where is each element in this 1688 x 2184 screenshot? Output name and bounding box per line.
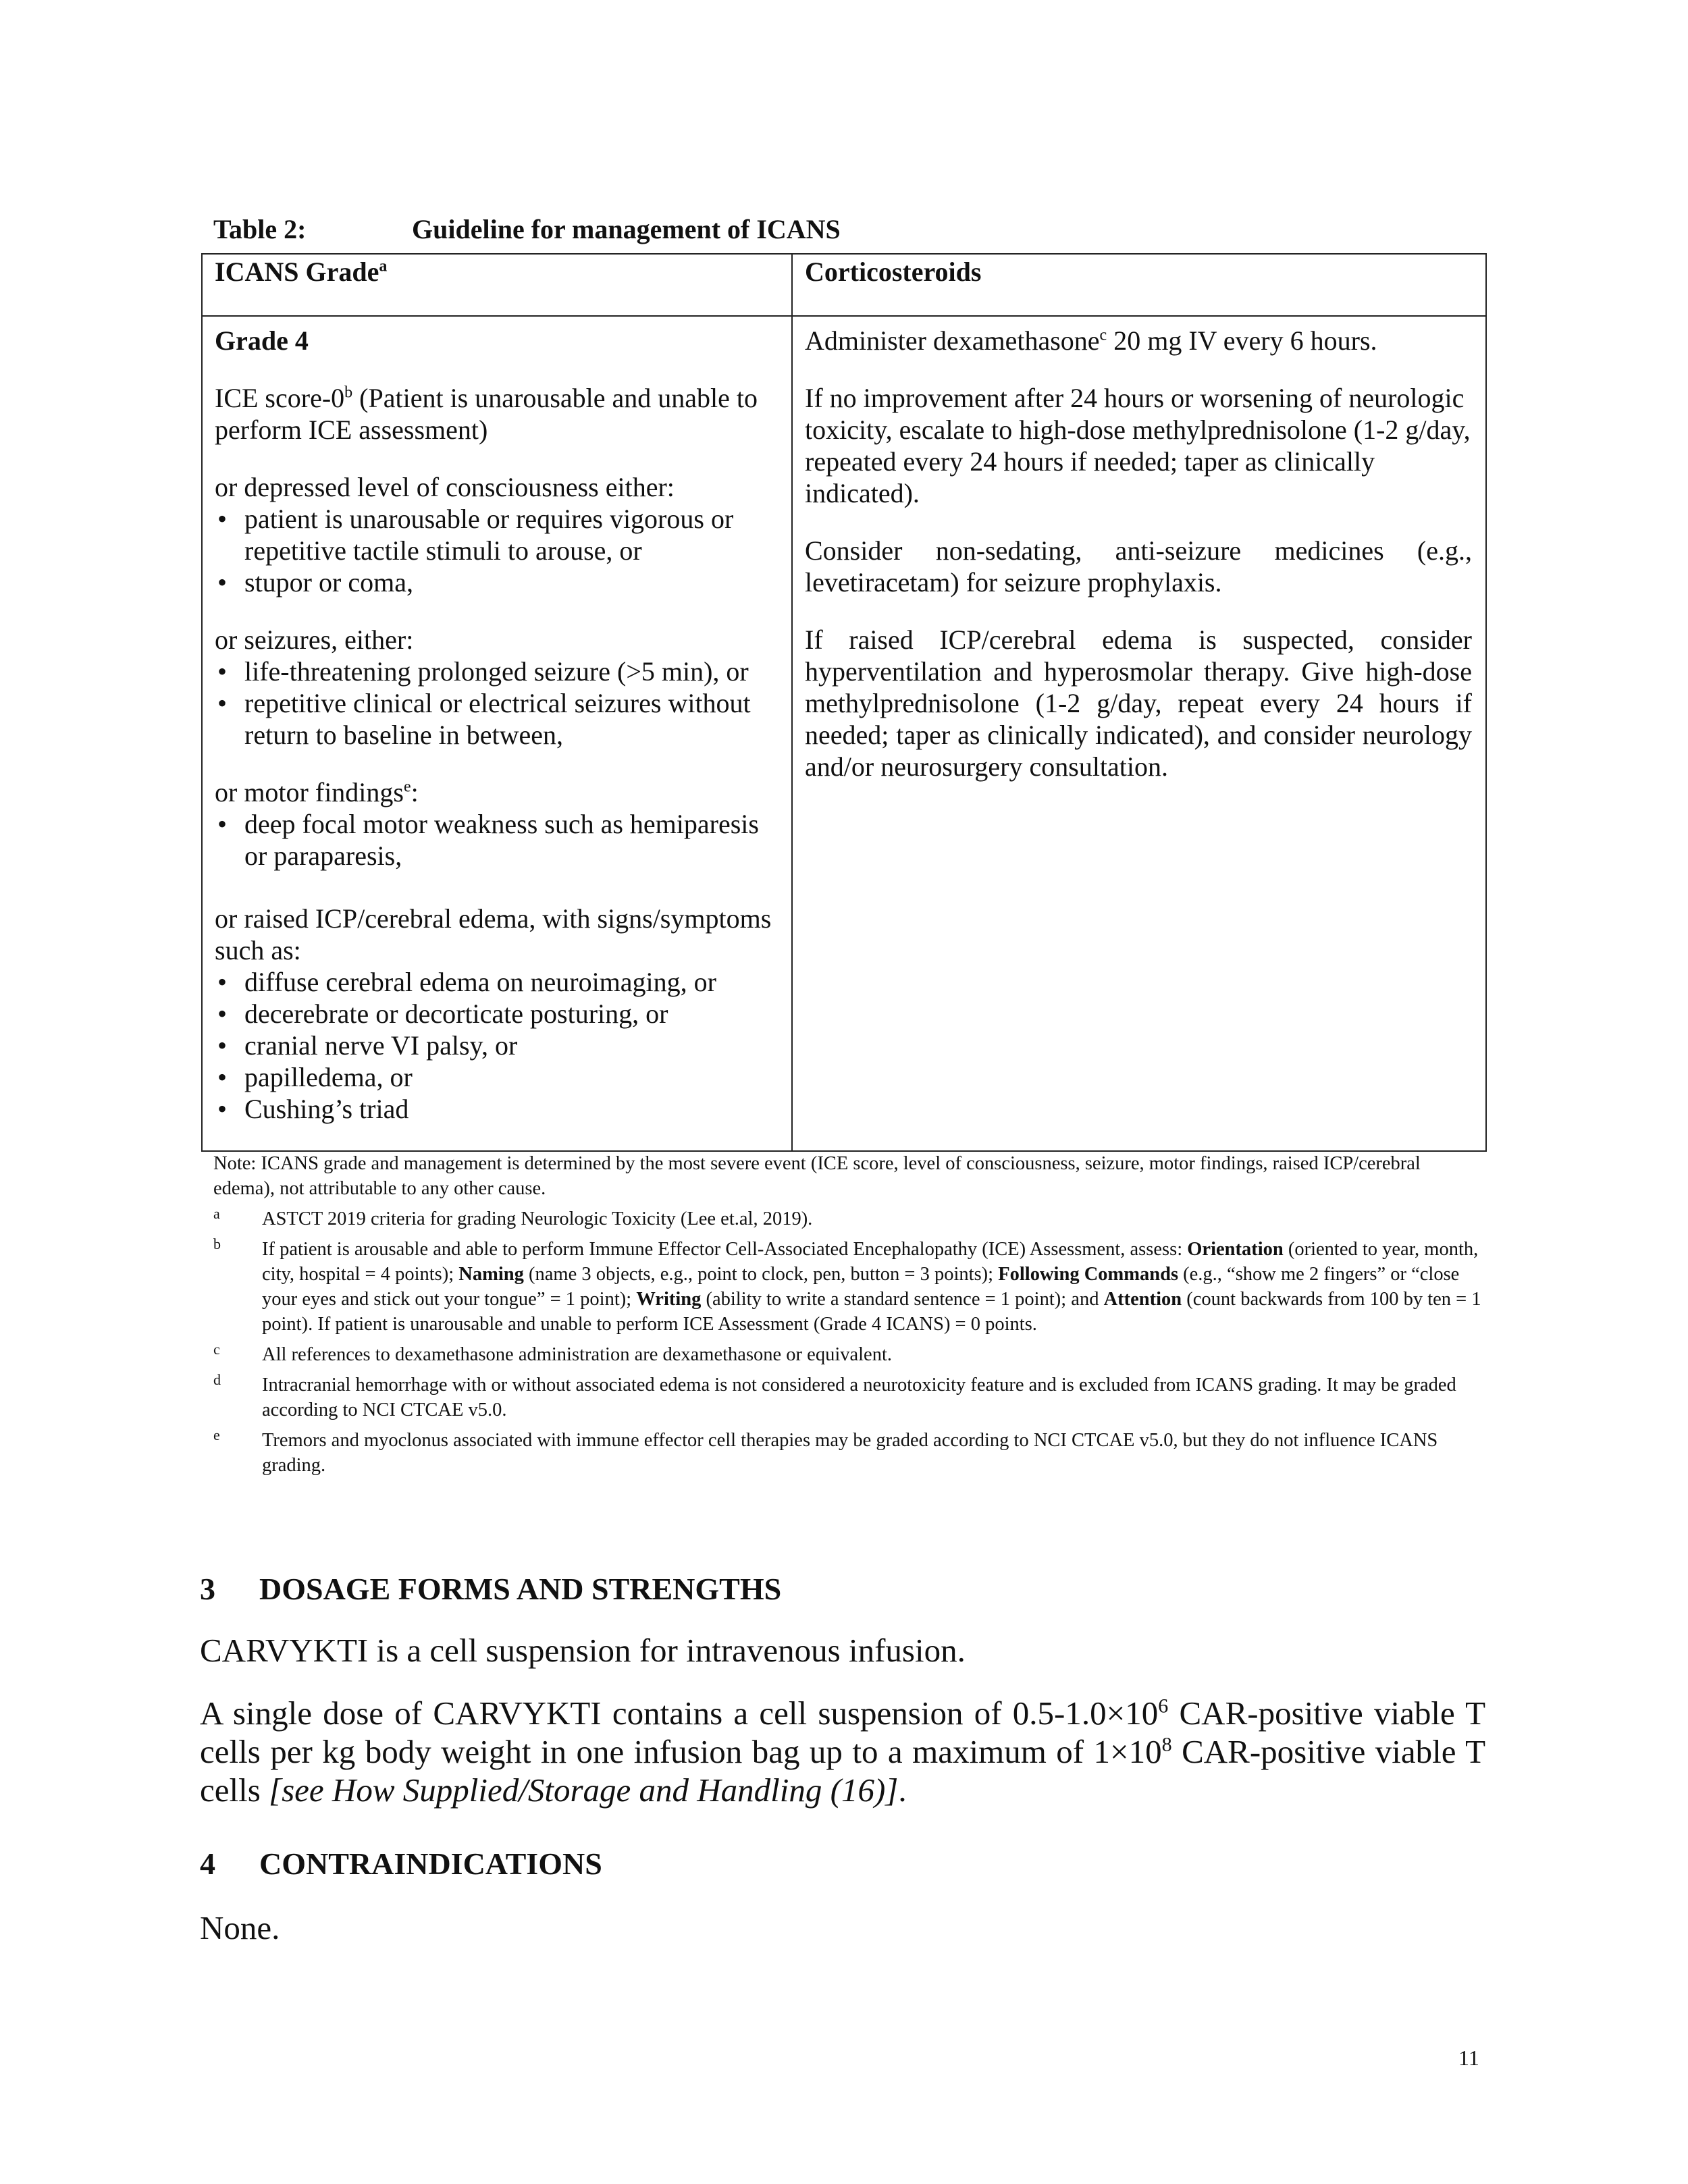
page-number: 11 [1458,2046,1479,2070]
grade-label: Grade 4 [215,325,309,356]
section-3-heading: 3 DOSAGE FORMS AND STRENGTHS [200,1572,782,1606]
seizures-list [215,656,778,751]
section-4-paragraph-1: None. [200,1909,280,1946]
list-item: • life-threatening prolonged seizure (>5 min), or [215,656,778,687]
list-item: • stupor or coma, [215,566,778,598]
footnote-a: a ASTCT 2019 criteria for grading Neurologic Toxicity (Lee et.al, 2019). [213,1205,813,1229]
footnote-c: c All references to dexamethasone administration are dexamethasone or equivalent. [213,1341,892,1365]
header-icans-grade: ICANS Grade$^a$ [202,254,792,316]
icp-instruction: If raised ICP/cerebral edema is suspected, consider hyperventilation and hyperosmolar therapy. Give high-dose methylprednisolone (1-2 g/day, repeat every 24 hours if needed; taper as clinically indicated), and consider neurology and/or neurosurgery consultation. [805,624,1472,782]
section-3 [200,1570,1485,1809]
corticosteroids-cell [792,316,1486,1151]
consciousness-list [215,503,778,598]
table-note: Note: ICANS grade and management is determined by the most severe event (ICE score, level of consciousness, seizure, motor findings, raised ICP/cerebral edema), not attributable to any other cause. [213,1153,1421,1199]
list-item: • deep focal motor weakness such as hemiparesis or paraparesis, [215,808,778,872]
consciousness-intro: or depressed level of consciousness either: [215,472,675,502]
dexamethasone-instruction: Administer dexamethasone$^c$ 20 mg IV every 6 hours. [805,325,1377,356]
table-notes [213,1151,1483,1478]
list-item: • decerebrate or decorticate posturing, or [215,998,778,1030]
ice-score-text: ICE score-0$^b$ (Patient is unarousable and unable to perform ICE assessment) [215,383,758,445]
motor-list [215,808,778,872]
section-4-heading: 4 CONTRAINDICATIONS [200,1846,602,1881]
list-item: • papilledema, or [215,1061,778,1093]
list-item: • Cushing’s triad [215,1093,778,1125]
icp-list [215,966,778,1125]
table-caption-title: Guideline for management of ICANS [412,214,841,244]
escalation-instruction: If no improvement after 24 hours or worsening of neurologic toxicity, escalate to high-dose methylprednisolone (1-2 g/day, repeated every 24 hours if needed; taper as clinically indicated). [805,383,1471,508]
list-item: • cranial nerve VI palsy, or [215,1030,778,1061]
list-item: • diffuse cerebral edema on neuroimaging, or [215,966,778,998]
seizure-prophylaxis-instruction: Consider non-sedating, anti-seizure medicines (e.g., levetiracetam) for seizure prophylaxis. [805,535,1472,597]
icp-intro: or raised ICP/cerebral edema, with signs/symptoms such as: [215,903,772,965]
header-corticosteroids: Corticosteroids [792,254,1486,316]
section-4 [200,1844,1485,1947]
footnote-b: b If patient is arousable and able to perform Immune Effector Cell-Associated Encephalopathy (ICE) Assessment, assess: Orientation (oriented to year, month, city, hospital = 4 points); Naming (name 3 objects, e.g., point to clock, pen, button = 3 points); Following Commands (e.g., “show me 2 fingers” or “close your eyes and stick out your tongue” = 1 point); Writing (ability to write a standard sentence = 1 point); and Attention (count backwards from 100 by ten = 1 point). If patient is unarousable and unable to perform ICE Assessment (Grade 4 ICANS) = 0 points. [213,1235,1481,1335]
footnote-e: e Tremors and myoclonus associated with immune effector cell therapies may be graded according to NCI CTCAE v5.0, but they do not influence ICANS grading. [213,1427,1438,1476]
section-3-paragraph-2: A single dose of CARVYKTI contains a cell suspension of $0.5-1.0\times 10^6$ CAR-positive viable T cells per kg body weight in one infusion bag up to a maximum of $1\times 10^8$ CAR-positive viable T cells [see How Supplied/Storage and Handling (16)]. [200,1695,1486,1809]
section-3-paragraph-1: CARVYKTI is a cell suspension for intravenous infusion. [200,1632,966,1669]
table-header-row [202,254,1486,316]
table-row-grade-4 [202,316,1486,1151]
list-item: • patient is unarousable or requires vigorous or repetitive tactile stimuli to arouse, or [215,503,778,566]
footnote-d: d Intracranial hemorrhage with or without associated edema is not considered a neurotoxicity feature and is excluded from ICANS grading. It may be graded according to NCI CTCAE v5.0. [213,1371,1456,1420]
grade-criteria-cell [202,316,792,1151]
table-caption [213,211,841,248]
list-item: • repetitive clinical or electrical seizures without return to baseline in between, [215,687,778,751]
table-caption-label: Table 2: [213,214,307,244]
icans-management-table [201,253,1487,1152]
motor-intro: or motor findings$^e$: [215,777,419,807]
seizures-intro: or seizures, either: [215,624,414,655]
